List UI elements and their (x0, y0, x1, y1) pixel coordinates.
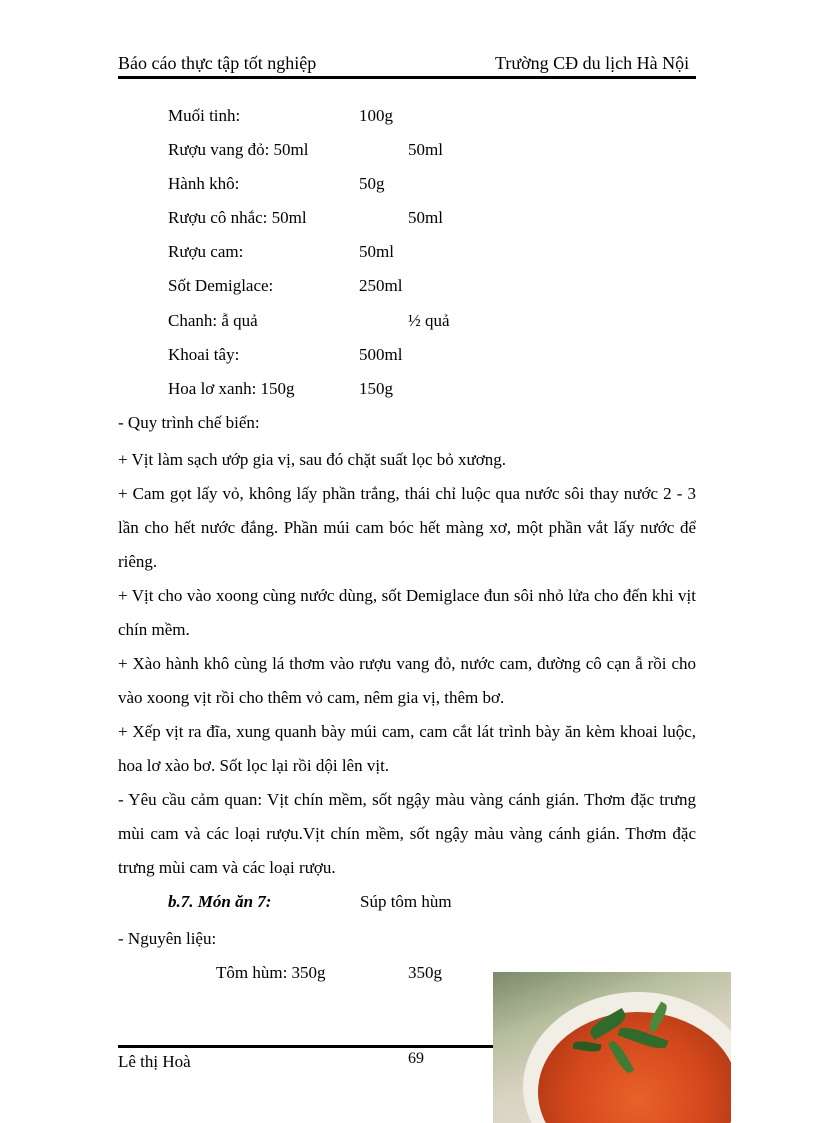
ingredient-name: Rượu cô nhắc: 50ml (168, 208, 307, 227)
footer-rule (118, 1045, 496, 1048)
ingredient-qty: 100g (359, 106, 393, 125)
ingredient-qty: 350g (408, 963, 442, 982)
ingredient-name: Khoai tây: (168, 345, 240, 364)
process-title: - Quy trình chế biến: (118, 413, 260, 432)
ingredient-qty: 50ml (359, 242, 394, 261)
ingredient-name: Tôm hùm: 350g (216, 963, 326, 982)
requirement-paragraph: - Yêu cầu cảm quan: Vịt chín mềm, sốt ngậy màu vàng cánh gián. Thơm đặc trưng mùi cam và các loại rượu.Vịt chín mềm, sốt ngậy màu vàng cánh gián. Thơm đặc trưng mùi cam và các loại rượu. (118, 790, 696, 877)
ingredient-qty: 150g (359, 379, 393, 398)
page-number: 69 (408, 1050, 424, 1067)
ingredient-name: Rượu vang đỏ: 50ml (168, 140, 309, 159)
header-right: Trường CĐ du lịch Hà Nội (495, 53, 690, 73)
step-paragraph: + Xếp vịt ra đĩa, xung quanh bày múi cam, cam cắt lát trình bày ăn kèm khoai luộc, hoa lơ xào bơ. Sốt lọc lại rồi dội lên vịt. (118, 722, 696, 775)
step-paragraph: + Cam gọt lấy vỏ, không lấy phần trắng, thái chỉ luộc qua nước sôi thay nước 2 - 3 lần cho hết nước đắng. Phần múi cam bóc hết màng xơ, một phần vắt lấy nước để riêng. (118, 484, 696, 571)
ingredient-name: Hành khô: (168, 174, 240, 193)
ingredient-name: Muối tinh: (168, 106, 241, 125)
step-paragraph: + Vịt cho vào xoong cùng nước dùng, sốt Demiglace đun sôi nhỏ lửa cho đến khi vịt chín mềm. (118, 586, 696, 639)
soup-photo (493, 972, 731, 1123)
header-left: Báo cáo thực tập tốt nghiệp (118, 53, 317, 73)
ingredient-name: Chanh: ẫ quả (168, 311, 258, 330)
dish-name: Súp tôm hùm (360, 892, 452, 911)
ingredient-qty: 250ml (359, 276, 403, 295)
ingredient-qty: 50g (359, 174, 385, 193)
dish-label: b.7. Món ăn 7: (168, 892, 272, 911)
ingredient-name: Hoa lơ xanh: 150g (168, 379, 295, 398)
ingredient-qty: 50ml (408, 208, 443, 227)
ingredient-name: Sốt Demiglace: (168, 276, 274, 295)
ingredient-qty: 50ml (408, 140, 443, 159)
ingredient-qty: ½ quả (408, 311, 450, 330)
ingredient-qty: 500ml (359, 345, 403, 364)
ingredients-title: - Nguyên liệu: (118, 929, 217, 948)
step-paragraph: + Vịt làm sạch ướp gia vị, sau đó chặt suất lọc bỏ xương. (118, 450, 506, 469)
header-rule (118, 76, 696, 79)
ingredient-name: Rượu cam: (168, 242, 244, 261)
step-paragraph: + Xào hành khô cùng lá thơm vào rượu vang đỏ, nước cam, đường cô cạn ẫ rồi cho vào xoong vịt rồi cho thêm vỏ cam, nêm gia vị, thêm bơ. (118, 654, 696, 707)
footer-author: Lê thị Hoà (118, 1052, 191, 1071)
